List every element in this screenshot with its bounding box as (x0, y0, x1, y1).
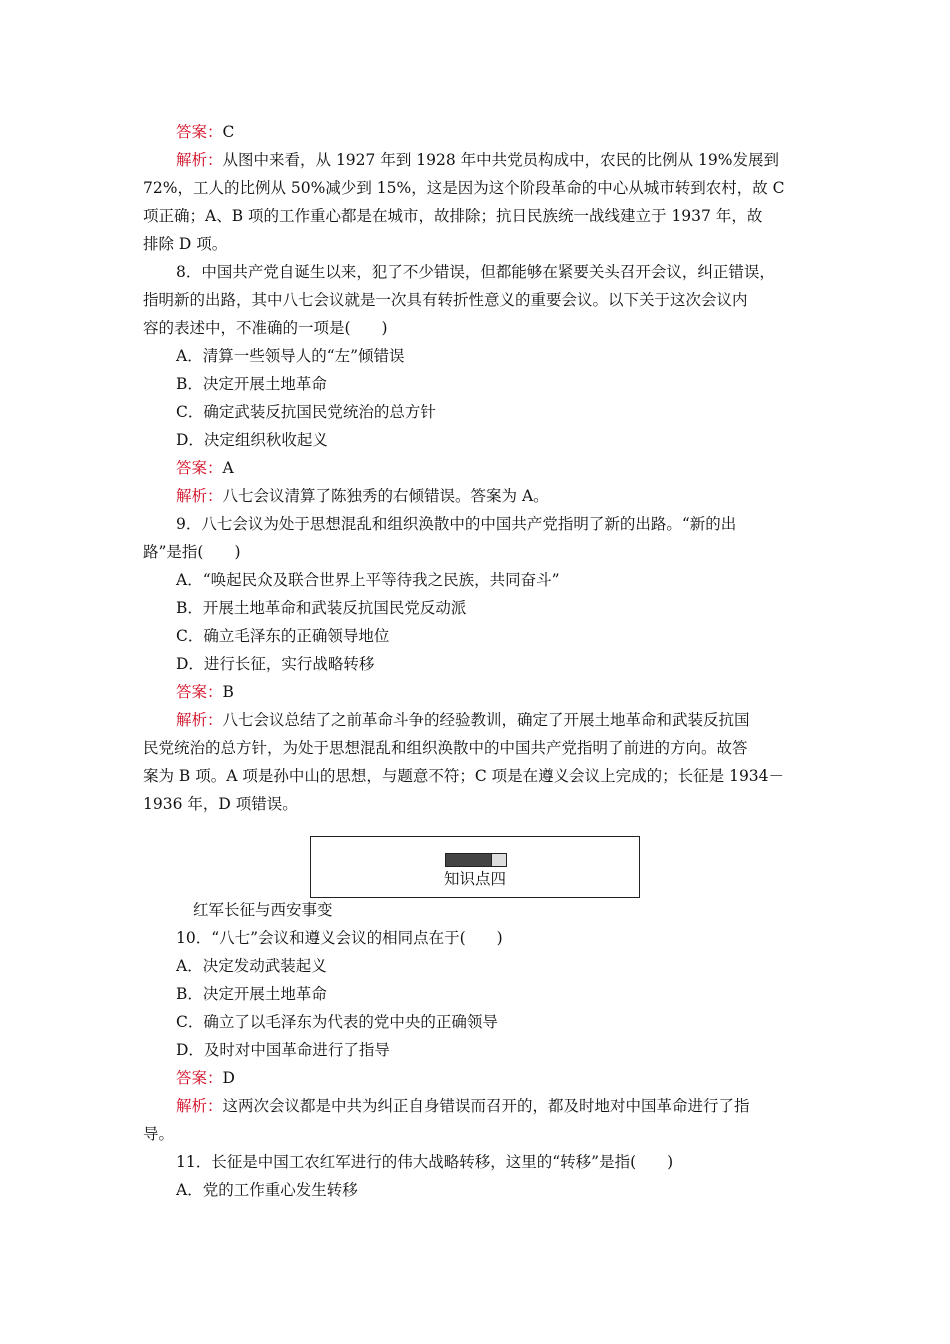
answer-line (176, 1068, 235, 1088)
option-a: A．党的工作重心发生转移 (176, 1181, 358, 1199)
analysis-text: 民党统治的总方针，为处于思想混乱和组织涣散中的中国共产党指明了前进的方向。故答 (143, 739, 748, 757)
analysis-text: 这两次会议都是中共为纠正自身错误而召开的，都及时地对中国革命进行了指 (222, 1097, 750, 1115)
section-box-label: 知识点四 (443, 870, 506, 888)
question-stem: 11．长征是中国工农红军进行的伟大战略转移，这里的“转移”是指( ) (176, 1153, 674, 1171)
analysis-text: 八七会议总结了之前革命斗争的经验教训，确定了开展土地革命和武装反抗国 (222, 711, 750, 729)
analysis-text: 项正确；A、B 项的工作重心都是在城市，故排除；抗日民族统一战线建立于 1937 年，故 (143, 207, 763, 225)
answer-value: D (222, 1069, 235, 1087)
analysis-text: 排除 D 项。 (143, 235, 228, 253)
question-stem: 指明新的出路，其中八七会议就是一次具有转折性意义的重要会议。以下关于这次会议内 (143, 291, 748, 309)
answer-value: B (222, 683, 234, 701)
analysis-line (176, 1096, 750, 1116)
answer-line (176, 682, 234, 702)
option-d: D．决定组织秋收起义 (176, 431, 328, 449)
analysis-label: 解析： (176, 487, 223, 505)
answer-line (176, 122, 234, 142)
analysis-line (176, 150, 779, 170)
answer-label: 答案： (176, 123, 223, 141)
option-d: D．及时对中国革命进行了指导 (176, 1041, 390, 1059)
analysis-text: 案为 B 项。A 项是孙中山的思想，与题意不符；C 项是在遵义会议上完成的；长征是 1934－ (143, 767, 785, 785)
analysis-text: 1936 年，D 项错误。 (143, 795, 298, 813)
analysis-line (176, 710, 750, 730)
analysis-label: 解析： (176, 151, 223, 169)
section-bar-end (491, 854, 506, 866)
question-stem: 8．中国共产党自诞生以来，犯了不少错误，但都能够在紧要关头召开会议，纠正错误， (176, 263, 775, 281)
analysis-text: 八七会议清算了陈独秀的右倾错误。答案为 A。 (222, 487, 549, 505)
answer-label: 答案： (176, 683, 223, 701)
option-a: A．决定发动武装起义 (176, 957, 327, 975)
question-stem: 路”是指( ) (143, 543, 241, 561)
option-c: C．确立了以毛泽东为代表的党中央的正确领导 (176, 1013, 498, 1031)
analysis-label: 解析： (176, 1097, 223, 1115)
option-c: C．确立毛泽东的正确领导地位 (176, 627, 390, 645)
answer-value: C (222, 123, 235, 141)
option-b: B．决定开展土地革命 (176, 985, 327, 1003)
option-a: A．清算一些领导人的“左”倾错误 (176, 347, 405, 365)
question-stem: 10．“八七”会议和遵义会议的相同点在于( ) (176, 929, 503, 947)
analysis-text: 导。 (143, 1125, 175, 1143)
section-box (310, 836, 640, 898)
option-b: B．开展土地革命和武装反抗国民党反动派 (176, 599, 467, 617)
option-b: B．决定开展土地革命 (176, 375, 327, 393)
answer-value: A (222, 459, 234, 477)
answer-line (176, 458, 234, 478)
option-a: A．“唤起民众及联合世界上平等待我之民族，共同奋斗” (176, 571, 560, 589)
option-d: D．进行长征，实行战略转移 (176, 655, 375, 673)
section-bar-graphic (445, 853, 507, 867)
section-title: 红军长征与西安事变 (193, 901, 333, 919)
answer-label: 答案： (176, 459, 223, 477)
question-stem: 容的表述中，不准确的一项是( ) (143, 319, 388, 337)
option-c: C．确定武装反抗国民党统治的总方针 (176, 403, 436, 421)
analysis-label: 解析： (176, 711, 223, 729)
analysis-text: 从图中来看，从 1927 年到 1928 年中共党员构成中，农民的比例从 19%发展到 (222, 151, 779, 169)
question-stem: 9．八七会议为处于思想混乱和组织涣散中的中国共产党指明了新的出路。“新的出 (176, 515, 737, 533)
analysis-text: 72%，工人的比例从 50%减少到 15%，这是因为这个阶段革命的中心从城市转到农村，故 C (143, 179, 785, 197)
answer-label: 答案： (176, 1069, 223, 1087)
analysis-line (176, 486, 549, 506)
